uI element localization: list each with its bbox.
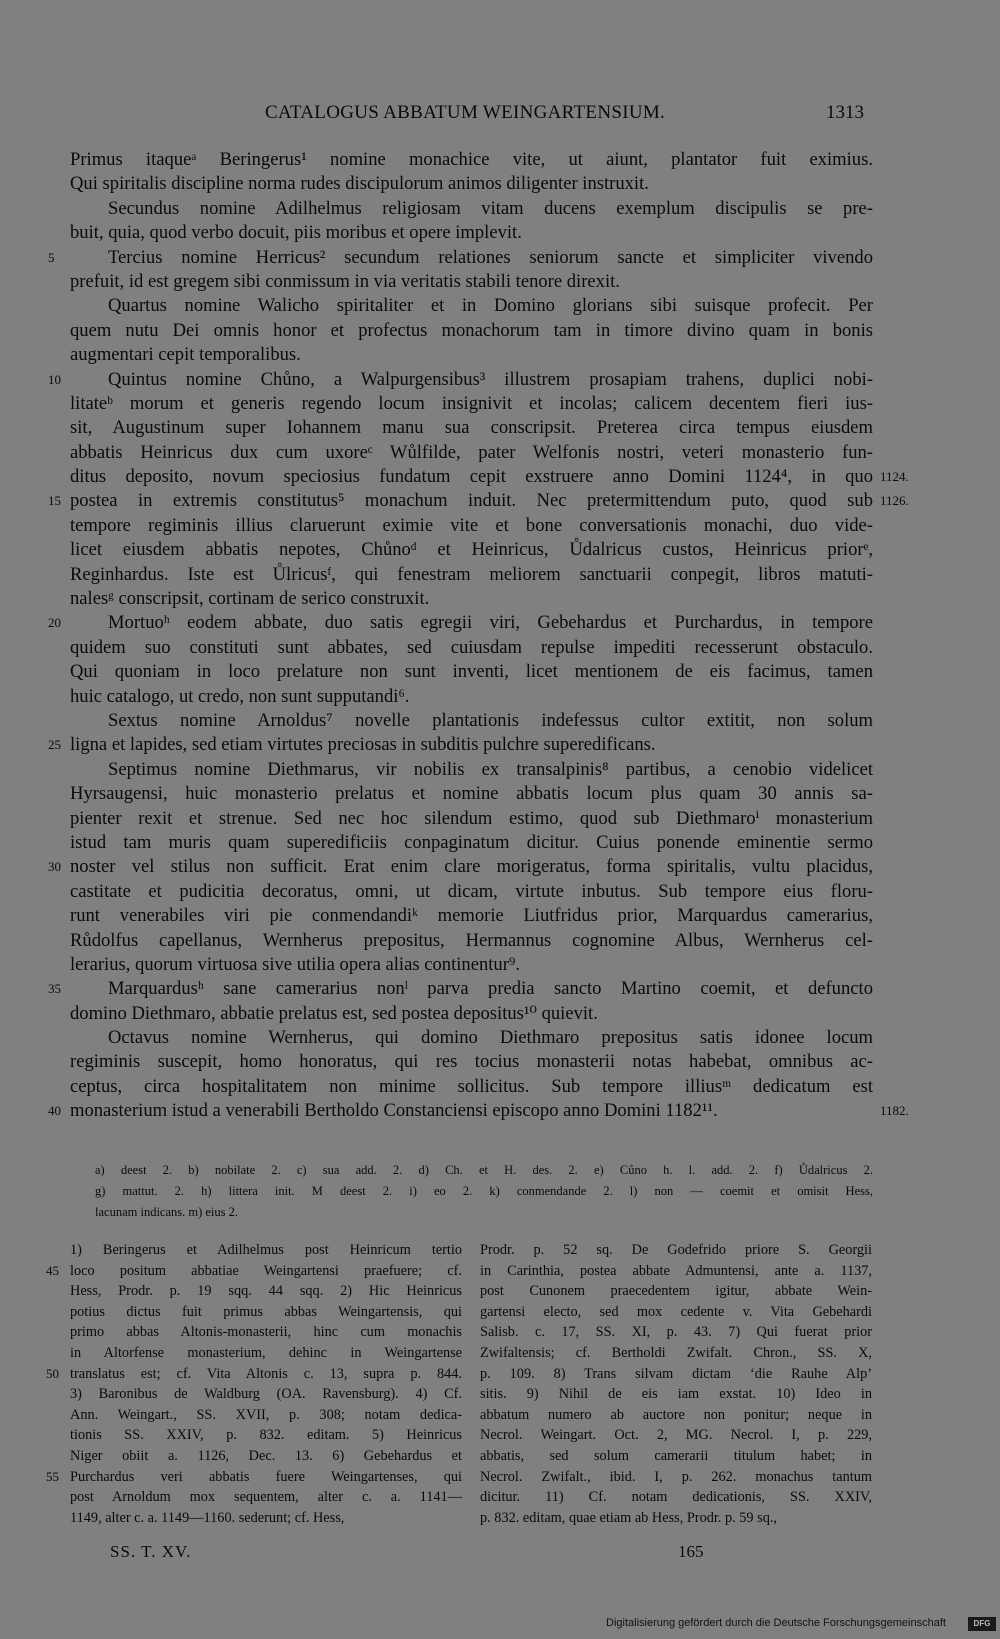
- text-line-content: nalesᵍ conscripsit, cortinam de serico construxit.: [70, 588, 430, 610]
- text-line-content: buit, quia, quod verbo docuit, piis moribus et opere implevit.: [70, 222, 522, 244]
- text-line-content: pienter rexit et strenue. Sed nec hoc silendum estimo, quod sub Diethmaroⁱ monasterium: [70, 807, 873, 829]
- text-line-content: sit, Augustinum super Iohannem manu sua conscripsit. Preterea circa tempus eiusdem: [70, 417, 873, 439]
- text-line-content: Primus itaqueᵃ Beringerus¹ nomine monachice vite, ut aiunt, plantator fuit eximius.: [70, 149, 873, 170]
- text-line: [70, 294, 873, 318]
- text-line-content: lerarius, quorum virtuosa sive utilia opera alias continentur⁹.: [70, 953, 521, 975]
- text-line: [70, 1026, 873, 1050]
- text-line: [70, 1075, 873, 1099]
- text-line-content: Secundus nomine Adilhelmus religiosam vitam ducens exemplum discipulis se pre-: [108, 197, 873, 219]
- text-line: [70, 880, 873, 904]
- text-line: [48, 611, 873, 635]
- text-line-content: ligna et lapides, sed etiam virtutes preciosas in subditis pulchre superedificans.: [70, 734, 656, 756]
- footnote-line-content: loco positum abbatiae Weingartensi praefuere; cf.: [70, 1262, 462, 1279]
- variant-note-line: lacunam indicans. m) eius 2.: [95, 1205, 239, 1219]
- line-number: 50: [46, 1365, 59, 1381]
- text-line: [70, 953, 873, 977]
- line-number: 25: [48, 737, 61, 753]
- text-line: [70, 197, 873, 221]
- text-line: [70, 758, 873, 782]
- text-line: [48, 246, 873, 270]
- footnotes-left-column: [46, 1240, 462, 1528]
- footnote-line: [70, 1405, 462, 1426]
- margin-year: 1124.: [880, 469, 909, 485]
- variant-note-line: a) deest 2. b) nobilate 2. c) sua add. 2. d) Ch. et H. des. 2. e) Cůno h. l. add. 2. f) Ůdalricus 2.: [95, 1163, 873, 1177]
- text-line: [70, 514, 873, 538]
- line-number: 5: [48, 249, 55, 265]
- text-line-content: noster vel stilus non sufficit. Erat enim clare morigeratus, forma spiritalis, vultu placidus,: [70, 856, 873, 878]
- text-line-content: ditus deposito, novum speciosius fundatum cepit exstruere anno Domini 1124⁴, in quo: [70, 466, 873, 488]
- text-line-content: monasterium istud a venerabili Bertholdo Constanciensi episcopo anno Domini 1182¹¹.: [70, 1100, 718, 1122]
- text-line: [70, 587, 873, 611]
- text-line-content: Octavus nomine Wernherus, qui domino Diethmaro prepositus satis idonee locum: [108, 1027, 873, 1049]
- text-line: [48, 1099, 909, 1123]
- margin-year: 1182.: [880, 1103, 909, 1119]
- footnote-line-content: in Altorfense monasterium, dehinc in Weingartense: [70, 1344, 462, 1361]
- text-line-content: Sextus nomine Arnoldus⁷ novelle plantationis indefessus cultor extitit, non solum: [108, 709, 873, 731]
- footnote-line: [70, 1508, 462, 1529]
- footnote-line-content: post Arnoldum mox sequentem, alter c. a. 1141—: [70, 1489, 462, 1506]
- text-line-content: Mortuoʰ eodem abbate, duo satis egregii viri, Gebehardus et Purchardus, in tempore: [108, 612, 873, 634]
- digitization-credit: Digitalisierung gefördert durch die Deutsche Forschungsgemeinschaft: [606, 1617, 946, 1629]
- text-line-content: Qui spiritalis discipline norma rudes discipulorum animos diligenter instruxit.: [70, 173, 649, 195]
- text-line: [48, 368, 873, 392]
- text-line: [70, 538, 873, 562]
- footnote-line: [46, 1467, 462, 1488]
- text-line-content: domino Diethmaro, abbatie prelatus est, sed postea depositus¹⁰ quievit.: [70, 1002, 598, 1024]
- footnote-line: sitis. 9) Nihil de eis iam exstat. 10) Ideo in: [480, 1386, 872, 1403]
- text-line-content: Quartus nomine Walicho spiritaliter et in Domino glorians sibi suisque profecit. Per: [108, 295, 873, 317]
- text-line-content: Septimus nomine Diethmarus, vir nobilis ex transalpinis⁸ partibus, a cenobio videlicet: [108, 758, 873, 780]
- line-number: 20: [48, 615, 61, 631]
- footnote-line-content: Purchardus veri abbatis fuere Weingartenses, qui: [70, 1468, 462, 1485]
- text-line: [70, 1002, 873, 1026]
- footnote-line: [70, 1281, 462, 1302]
- text-line-content: ceptus, circa hospitalitatem non minime sollicitus. Sub tempore illiusᵐ dedicatum est: [70, 1075, 873, 1097]
- text-line-content: quem nutu Dei omnis honor et profectus monachorum tam in timore divino quam in bonis: [70, 319, 873, 341]
- footnote-line: [70, 1343, 462, 1364]
- footnote-line: Salisb. c. 17, SS. XI, p. 43. 7) Qui fuerat prior: [480, 1324, 872, 1341]
- text-line: [70, 172, 873, 196]
- text-line-content: regiminis suscepit, homo honoratus, qui res tocius monasterii notas habebat, omnibus ac-: [70, 1051, 873, 1073]
- line-number: 10: [48, 371, 61, 387]
- text-line: [48, 977, 873, 1001]
- line-number: 55: [46, 1468, 59, 1484]
- text-line-content: Marquardusʰ sane camerarius nonˡ parva predia sancto Martino coemit, et defuncto: [108, 978, 873, 1000]
- text-line-content: augmentari cepit temporalibus.: [70, 344, 301, 366]
- text-line: [70, 270, 873, 294]
- footnote-line-content: translatus est; cf. Vita Altonis c. 13, supra p. 844.: [70, 1365, 462, 1382]
- line-number: 30: [48, 859, 61, 875]
- text-line: [70, 416, 873, 440]
- text-line: [70, 929, 873, 953]
- footnote-line: dicitur. 11) Cf. notam dedicationis, SS. XXIV,: [480, 1489, 872, 1506]
- text-line: [70, 441, 873, 465]
- variant-notes: [95, 1160, 873, 1223]
- footnote-line: [70, 1384, 462, 1405]
- footnote-line: [46, 1364, 462, 1385]
- text-line-content: huic catalogo, ut credo, non sunt supputandi⁶.: [70, 685, 410, 707]
- text-line: [70, 636, 873, 660]
- text-line-content: castitate et pudicitia decoratus, omni, ut dicam, virtute inbutus. Sub tempore eius floru-: [70, 880, 873, 902]
- text-line: [70, 685, 873, 709]
- main-text: [48, 148, 909, 1124]
- variant-note-line: g) mattut. 2. h) littera init. M deest 2. i) eo 2. k) conmendande 2. l) non — coemit et omisit Hess,: [95, 1184, 873, 1198]
- text-line: [48, 855, 873, 879]
- footnote-line: [70, 1487, 462, 1508]
- text-line: [70, 807, 873, 831]
- signature-mark: SS. T. XV.: [110, 1542, 192, 1561]
- footnotes-right-column: [480, 1240, 872, 1528]
- footnote-line: p. 832. editam, quae etiam ab Hess, Prodr. p. 59 sq.,: [480, 1509, 778, 1526]
- footnote-line: [70, 1240, 462, 1261]
- footnote-line: [70, 1302, 462, 1323]
- text-line: [70, 904, 873, 928]
- text-line-content: Quintus nomine Chůno, a Walpurgensibus³ illustrem prosapiam trahens, duplici nobi-: [108, 368, 873, 390]
- text-line-content: Tercius nomine Herricus² secundum relationes seniorum sancte et simpliciter vivendo: [108, 246, 873, 268]
- text-line: [70, 392, 873, 416]
- footnote-line: Prodr. p. 52 sq. De Godefrido priore S. Georgii: [480, 1242, 872, 1258]
- text-line-content: abbatis Heinricus dux cum uxoreᶜ Wůlfilde, pater Welfonis nostri, veteri monasterio fun-: [70, 441, 873, 463]
- text-line-content: postea in extremis constitutus⁵ monachum induit. Nec pretermittendum puto, quod sub: [70, 490, 873, 512]
- footnote-line: gartensi electo, sed mox cedente v. Vita Gebehardi: [480, 1303, 872, 1320]
- text-line: [70, 343, 873, 367]
- footnote-line: Zwifaltensis; cf. Bertholdi Zwifalt. Chron., SS. X,: [480, 1344, 872, 1361]
- footnote-line: Necrol. Zwifalt., ibid. I, p. 262. monachus tantum: [480, 1468, 872, 1485]
- text-line-content: istud tam muris quam superedificiis conpaginatum dicitur. Cuius ponende eminentie sermo: [70, 831, 873, 853]
- margin-year: 1126.: [880, 493, 909, 509]
- line-number: 15: [48, 493, 61, 509]
- text-line: [70, 831, 873, 855]
- text-line: [48, 733, 873, 757]
- page-header: [0, 102, 1000, 130]
- footnote-line: [70, 1446, 462, 1467]
- footnote-line: p. 109. 8) Trans silvam dictam ‘die Rauhe Alp’: [480, 1365, 872, 1382]
- text-line-content: Hyrsaugensi, huic monasterio prelatus et nomine abbatis locum plus quam 30 annis sa-: [70, 783, 873, 805]
- text-line-content: Růdolfus capellanus, Wernherus prepositus, Hermannus cognomine Albus, Wernherus cel-: [70, 929, 873, 951]
- text-line-content: tempore regiminis illius claruerunt eximie vite et bone conversationis monachi, duo vide-: [70, 514, 873, 536]
- footnote-line: abbatum numero ab auctore non ponitur; neque in: [480, 1406, 872, 1423]
- text-line-content: Reginhardus. Iste est Ůlricusᶠ, qui fenestram meliorem sanctuarii conpegit, libros matuti-: [70, 563, 873, 585]
- footnote-line: post Cunonem praecedentem igitur, abbate Wein-: [480, 1283, 872, 1300]
- text-line: [70, 1050, 873, 1074]
- text-line-content: prefuit, id est gregem sibi conmissum in via veritatis stabili tenore direxit.: [70, 270, 620, 292]
- text-line: [70, 148, 873, 172]
- footnote-line-content: potius dictus fuit primus abbas Weingartensis, qui: [70, 1303, 462, 1320]
- footnote-line-content: Hess, Prodr. p. 19 sqq. 44 sqq. 2) Hic Heinricus: [70, 1283, 462, 1300]
- text-line-content: Qui quoniam in loco prelature non sunt inventi, licet mentionem de eis facimus, tamen: [70, 661, 873, 683]
- dfg-logo: DFG: [968, 1617, 996, 1631]
- footnote-line-content: 1149, alter c. a. 1149—1160. sederunt; cf. Hess,: [70, 1509, 345, 1526]
- text-line-content: licet eiusdem abbatis nepotes, Chůnoᵈ et Heinricus, Ůdalricus custos, Heinricus priorᵉ,: [70, 539, 873, 561]
- text-line: [70, 221, 873, 245]
- text-line: [70, 563, 873, 587]
- text-line: [70, 782, 873, 806]
- footnote-line: abbatis, sed solum camerarii titulum habet; in: [480, 1447, 872, 1464]
- sheet-number: 165: [678, 1542, 704, 1561]
- text-line: [70, 660, 873, 684]
- footnote-line: [70, 1425, 462, 1446]
- footnote-line: Necrol. Weingart. Oct. 2, MG. Necrol. I, p. 229,: [480, 1427, 872, 1444]
- footnote-line: [70, 1322, 462, 1343]
- text-line: [70, 709, 873, 733]
- footnote-line-content: tionis SS. XXIV, p. 832. editam. 5) Heinricus: [70, 1427, 462, 1444]
- line-number: 35: [48, 981, 61, 997]
- footnote-line-content: 1) Beringerus et Adilhelmus post Heinricum tertio: [70, 1242, 462, 1258]
- text-line-content: litateᵇ morum et generis regendo locum insignivit et incolas; calicem decentem fieri ius-: [70, 392, 873, 414]
- footnote-line-content: Ann. Weingart., SS. XVII, p. 308; notam dedica-: [70, 1406, 462, 1423]
- text-line: [70, 465, 909, 489]
- line-number: 40: [48, 1103, 61, 1119]
- footnote-line-content: 3) Baronibus de Waldburg (OA. Ravensburg). 4) Cf.: [70, 1386, 462, 1403]
- footnote-line: in Carinthia, postea abbate Admuntensi, ante a. 1137,: [480, 1262, 872, 1279]
- text-line: [70, 319, 873, 343]
- text-line-content: runt venerabiles viri pie conmendandiᵏ memorie Liutfridus prior, Marquardus camerarius,: [70, 905, 873, 927]
- line-number: 45: [46, 1262, 59, 1278]
- footnote-line: [46, 1261, 462, 1282]
- page-number: 1313: [826, 102, 864, 123]
- text-line-content: quidem suo constituti sunt abbates, sed cuiusdam repulse impediti recesserunt obstaculo.: [70, 636, 873, 658]
- footnote-line-content: primo abbas Altonis-monasterii, hinc cum monachis: [70, 1324, 462, 1341]
- running-title: CATALOGUS ABBATUM WEINGARTENSIUM.: [265, 102, 666, 123]
- text-line: [48, 489, 909, 513]
- footnote-line-content: Niger obiit a. 1126, Dec. 13. 6) Gebehardus et: [70, 1447, 462, 1464]
